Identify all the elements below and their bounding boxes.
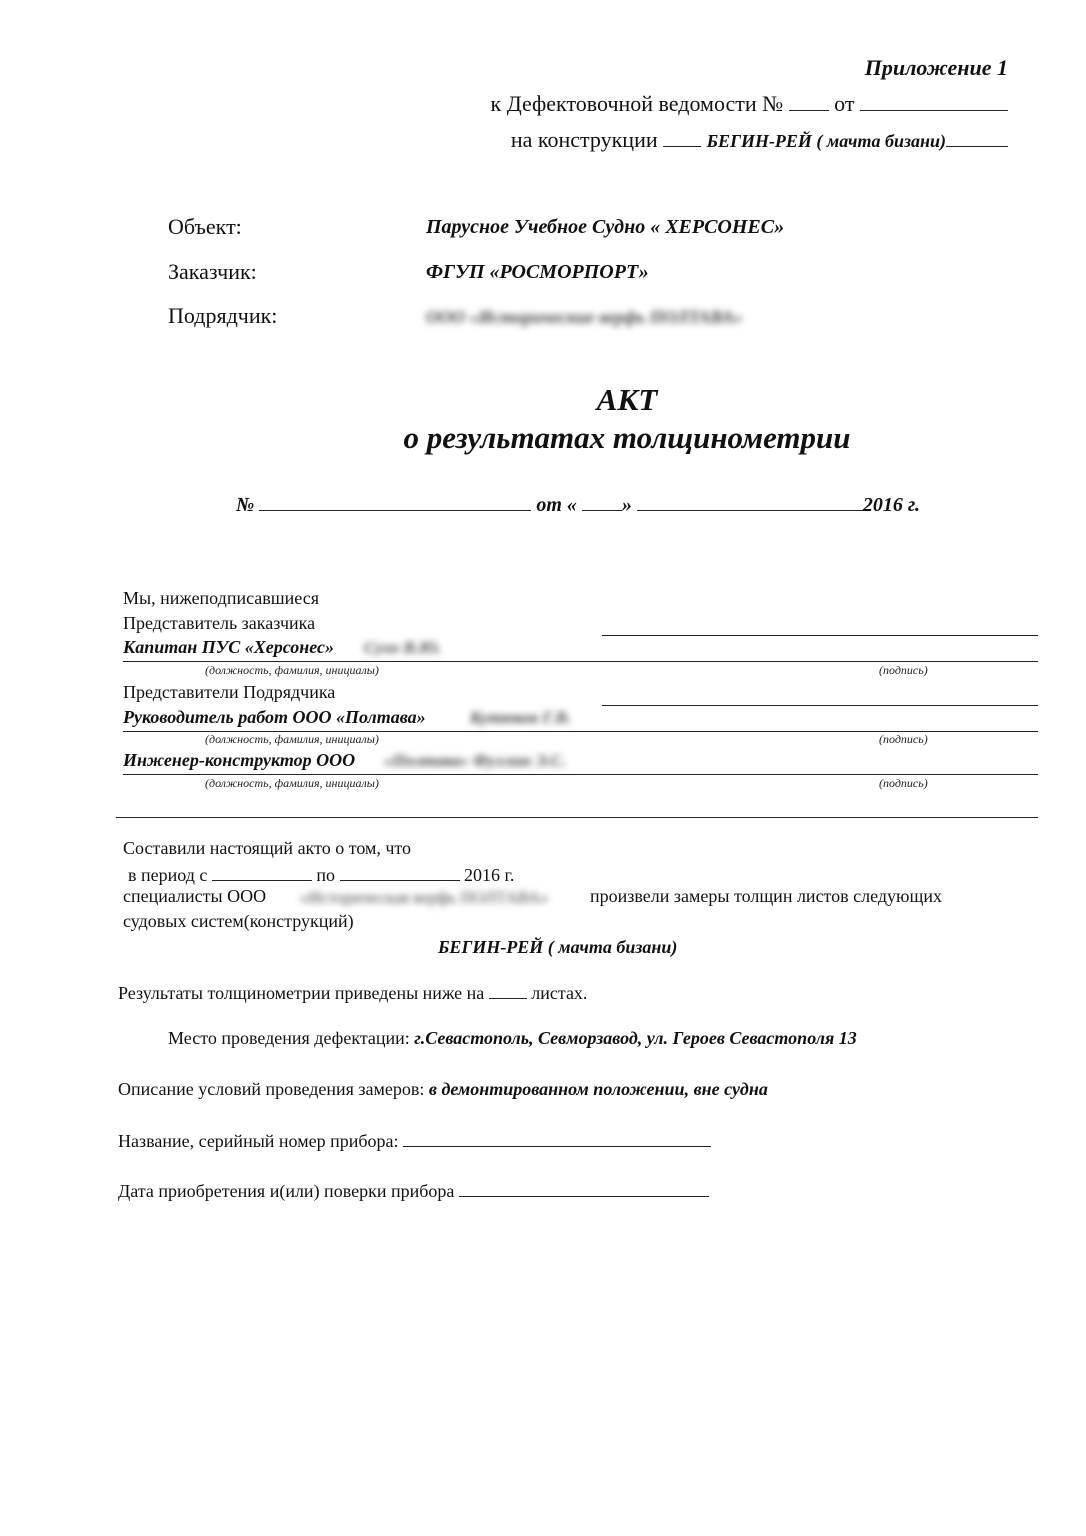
caption-signature: (подпись)	[879, 732, 928, 746]
conditions-label: Описание условий проведения замеров:	[118, 1079, 425, 1099]
number-sign: №	[236, 494, 255, 516]
specialists-suffix: произвели замеры толщин листов следующих	[590, 886, 943, 906]
blank-line	[860, 88, 1008, 111]
appendix-construction-value: БЕГИН-РЕЙ ( мачта бизани)	[706, 131, 946, 151]
act-number-line	[236, 490, 920, 517]
section-divider	[116, 817, 1038, 818]
contractor-rep1-name-redacted: Кутюков Г.В.	[470, 708, 572, 727]
signatories-intro: Мы, нижеподписавшиеся	[123, 588, 319, 608]
act-title: АКТ	[596, 382, 658, 417]
blank-line	[403, 1128, 711, 1147]
contractor-rep2-role: Инженер-конструктор ООО	[123, 750, 356, 770]
blank-line	[946, 124, 1008, 147]
blank-line	[212, 862, 312, 881]
blank-line	[789, 88, 829, 111]
signature-row-line	[123, 774, 1038, 775]
date-year: 2016 г.	[862, 494, 920, 516]
results-prefix: Результаты толщинометрии приведены ниже на	[118, 983, 485, 1003]
place-value: г.Севастополь, Севморзавод, ул. Героев Севастополя 13	[414, 1028, 857, 1048]
caption-position: (должность, фамилия, инициалы)	[205, 663, 379, 677]
customer-value: ФГУП «РОСМОРПОРТ»	[426, 261, 649, 283]
contractor-label: Подрядчик:	[168, 303, 278, 328]
contractor-value-redacted: ООО «Исторические верфь ПОЛТАВА»	[426, 307, 743, 327]
period-year: 2016 г.	[464, 865, 515, 885]
specialists-company-redacted: «Историческая верфь ПОЛТАВА»	[300, 888, 549, 907]
act-subtitle: о результатах толщинометрии	[403, 420, 851, 455]
conditions-value: в демонтированном положении, вне судна	[428, 1079, 768, 1099]
period-mid: по	[316, 865, 336, 885]
device-line	[118, 1128, 711, 1152]
systems-text: судовых систем(конструкций)	[123, 911, 354, 931]
blank-line	[259, 490, 531, 511]
appendix-line-construction	[511, 124, 1008, 153]
construction-name: БЕГИН-РЕЙ ( мачта бизани)	[438, 937, 678, 957]
place-line	[168, 1028, 857, 1049]
blank-line	[582, 490, 622, 511]
customer-rep-label: Представитель заказчика	[123, 613, 316, 633]
blank-line	[637, 490, 863, 511]
results-suffix: листах.	[531, 983, 588, 1003]
conditions-line	[118, 1079, 768, 1100]
caption-signature: (подпись)	[879, 776, 928, 790]
date-label: Дата приобретения и(или) поверки прибора	[118, 1181, 455, 1201]
date-close-quote: »	[621, 494, 632, 516]
contractor-rep1-role: Руководитель работ ООО «Полтава»	[123, 707, 426, 727]
signature-line	[602, 705, 1038, 706]
appendix-statement-prefix: к Дефектовочной ведомости №	[490, 91, 784, 116]
customer-rep-role: Капитан ПУС «Херсонес»	[123, 637, 335, 657]
appendix-statement-from: от	[834, 91, 855, 116]
customer-rep-name-redacted: Сухо В.Ю.	[364, 638, 442, 657]
specialists-prefix: специалисты ООО	[123, 886, 267, 906]
blank-line	[459, 1178, 709, 1197]
signature-line	[602, 635, 1038, 636]
appendix-title: Приложение 1	[864, 55, 1008, 80]
contractor-reps-label: Представители Подрядчика	[123, 682, 336, 702]
results-line	[118, 980, 587, 1004]
signature-row-line	[123, 661, 1038, 662]
caption-position: (должность, фамилия, инициалы)	[205, 732, 379, 746]
caption-position: (должность, фамилия, инициалы)	[205, 776, 379, 790]
object-value: Парусное Учебное Судно « ХЕРСОНЕС»	[426, 216, 785, 238]
contractor-rep2-name-redacted: «Полтава» Фуллин Э.С.	[384, 751, 567, 770]
period-prefix: в период с	[128, 865, 208, 885]
date-from: от «	[536, 494, 577, 516]
blank-line	[489, 980, 527, 999]
place-label: Место проведения дефектации:	[168, 1028, 410, 1048]
object-label: Объект:	[168, 214, 242, 239]
period-line	[128, 862, 514, 886]
customer-label: Заказчик:	[168, 259, 257, 284]
device-label: Название, серийный номер прибора:	[118, 1131, 399, 1151]
compiled-statement: Составили настоящий акто о том, что	[123, 838, 412, 858]
appendix-construction-prefix: на конструкции	[510, 127, 658, 152]
date-line	[118, 1178, 709, 1202]
appendix-line-statement	[491, 88, 1008, 117]
blank-line	[340, 862, 460, 881]
blank-line	[663, 124, 701, 147]
caption-signature: (подпись)	[879, 663, 928, 677]
